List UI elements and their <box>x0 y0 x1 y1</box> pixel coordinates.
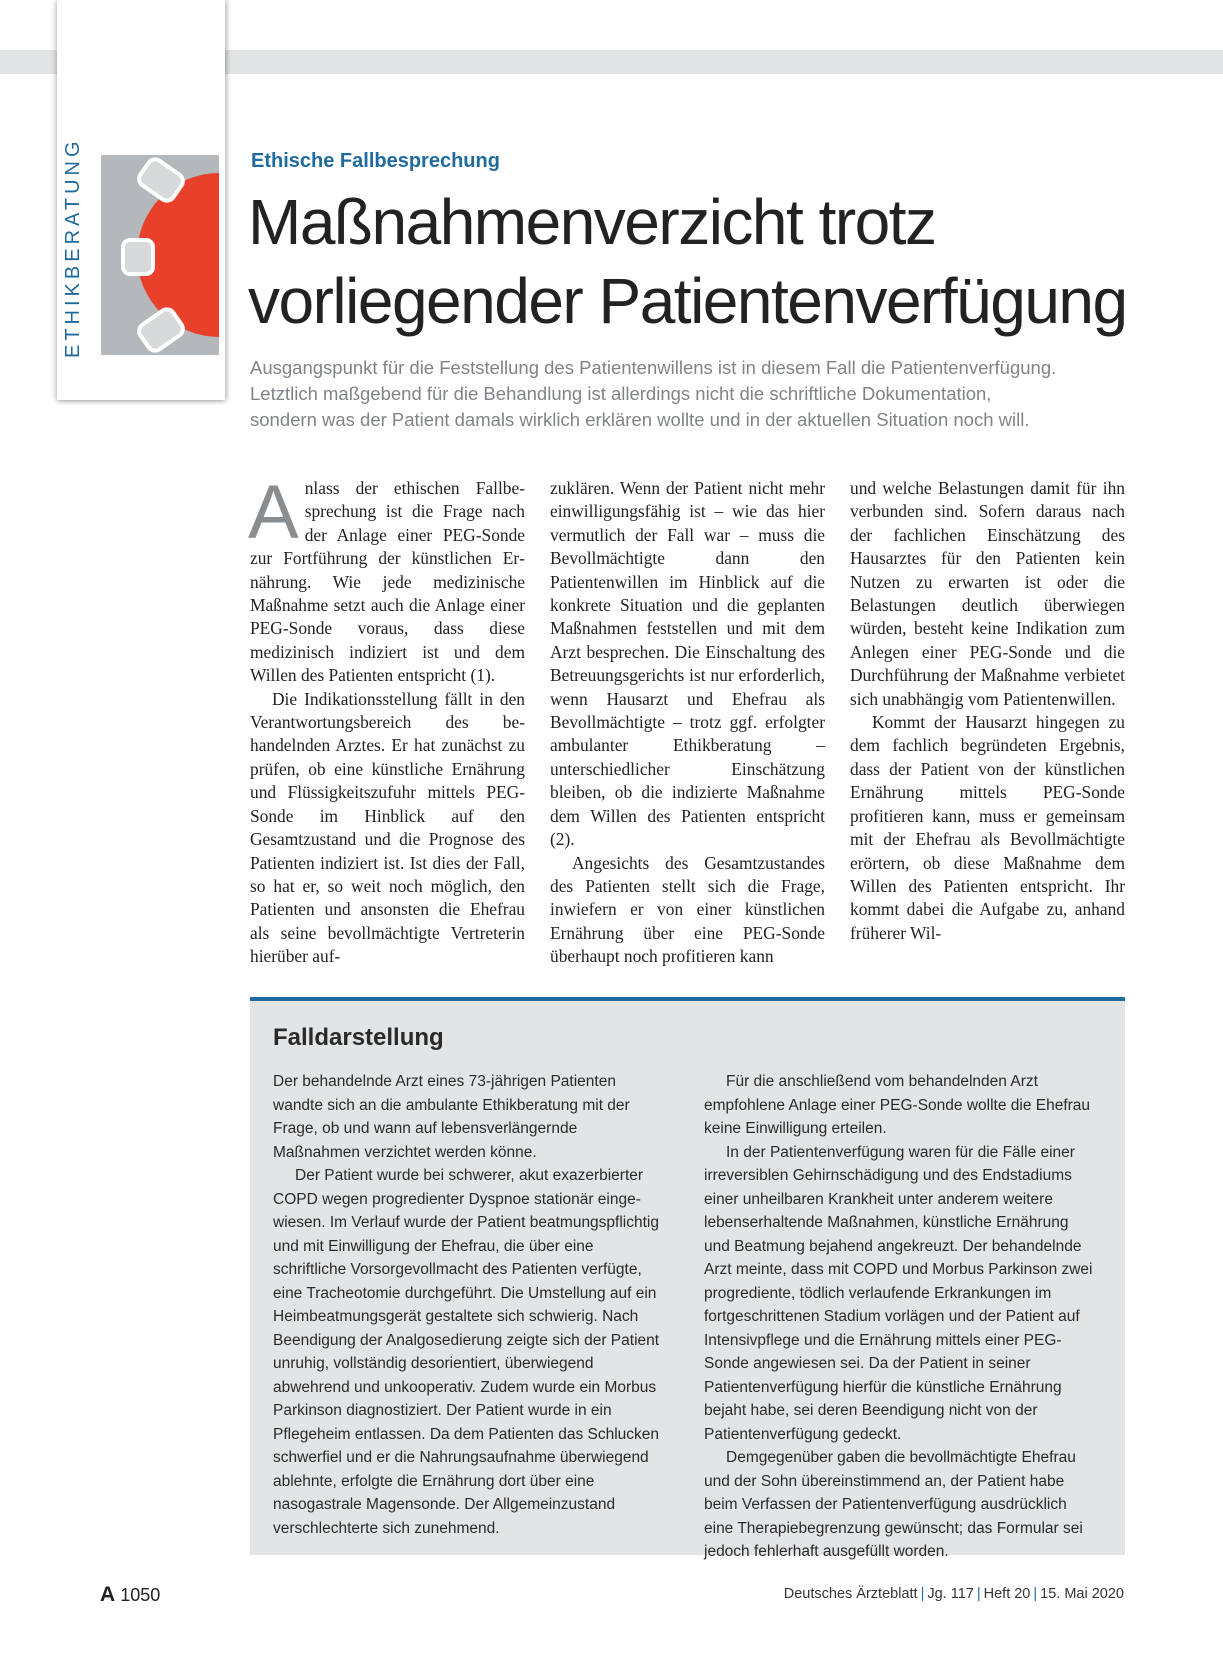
section-label: ETHIKBERATUNG <box>62 137 84 358</box>
lead-line: Letztlich maßgebend für die Behandlung ist allerdings nicht die schriftliche Dokumentation, <box>250 383 992 404</box>
article-body <box>248 470 1125 977</box>
case-paragraph: Der Patient wurde bei schwerer, akut exazerbierter COPD wegen progredienter Dyspnoe stationär eingewiesen. Im Verlauf wurde der Patient beatmungspflichtig und mit Einwilligung der Ehefrau, die über eine schriftliche Vorsorgevollmacht des Patienten verfügte, eine Tracheotomie durchgeführt. Die Umstellung auf ein Heimbeatmungsgerät gestaltete sich schwierig. Nach Beendigung der Analgosedierung zeigte sich der Patient unruhig, vollständig desorientiert, überwiegend abwehrend und unkooperativ. Zudem wurde ein Morbus Parkinson diagnostiziert. Der Patient wurde in ein Pflegeheim entlassen. Da dem Patienten das Schlucken schwerfiel und er die Nahrungsaufnahme überwiegend ablehnte, erfolgte die Ernährung dort über eine nasogastrale Magensonde. Der Allgemeinzustand verschlechterte sich zunehmend. <box>273 1167 660 1537</box>
case-text-right <box>704 1070 1096 1564</box>
body-paragraph: Angesichts des Gesamtzustandes des Patienten stellt sich die Frage, inwiefern er von einer künstlichen Ernährung über eine PEG-Sonde überhaupt noch profitieren kann <box>550 852 825 967</box>
page-number-value: 1050 <box>120 1585 161 1605</box>
case-paragraph: In der Patientenverfügung waren für die Fälle einer irreversiblen Gehirnschädigung und des Endstadiums einer unheilbaren Krankheit unter anderem weitere lebenserhaltende Maßnahmen, künstliche Ernährung und Beatmung bejahend angekreuzt. Der behandelnde Arzt meinte, dass mit COPD und Morbus Parkinson zwei progrediente, tödlich verlaufende Erkrankungen im fortgeschrittenen Stadium vorlägen und der Patient auf Intensivpflege und die Ernährung mittels einer PEG-Sonde angewiesen sei. Da der Patient in seiner Patientenverfügung hierfür die künstliche Ernährung bejaht habe, sei deren Beendigung nicht von der Patientenverfügung gedeckt. <box>704 1143 1093 1443</box>
case-paragraph: Demgegenüber gaben die bevollmächtigte Ehefrau und der Sohn übereinstimmend an, der Patient habe beim Verfassen der Patientenverfügung ausdrücklich eine Therapiebegrenzung gewünscht; das Formular sei jedoch fehlerhaft ausgefüllt worden. <box>704 1449 1083 1560</box>
body-paragraph: Die Indikationsstellung fällt in den Verantwortungsbereich des behandelnden Arztes. Er hat zunächst zu prüfen, ob eine künstliche Ernährung und Flüssigkeitszufuhr mittels PEG-Sonde im Hinblick auf den Gesamtzustand und die Prognose des Patienten indiziert ist. Ist dies der Fall, so hat er, so weit noch möglich, den Patienten und ansonsten die Ehefrau als seine bevollmächtigte Vertreterin hierüber auf- <box>250 688 525 967</box>
lead-paragraph <box>250 355 1130 433</box>
kicker: Ethische Fallbesprechung <box>251 150 500 172</box>
issue-date: 15. Mai 2020 <box>1040 1586 1124 1602</box>
journal-volume: Jg. 117 <box>927 1586 974 1602</box>
body-paragraph: Anlass der ethischen Fallbesprechung ist die Frage nach der Anlage einer PEG-Sonde zur Fortführung der künstlichen Ernährung. Wie jede medizinische Maßnahme setzt auch die Anlage einer PEG-Sonde voraus, dass diese medizinisch indiziert ist und dem Willen des Patienten entspricht (1). <box>248 470 525 686</box>
journal-issue: Heft 20 <box>983 1586 1031 1602</box>
case-paragraph: Für die anschließend vom behandelnden Arzt empfohlene Anlage einer PEG-Sonde wollte die Ehefrau keine Einwilligung erteilen. <box>704 1073 1091 1137</box>
title-line: Maßnahmenverzicht trotz <box>248 186 936 258</box>
case-paragraph: Der behandelnde Arzt eines 73-jährigen Patienten wandte sich an die ambulante Ethikberatung mit der Frage, ob und wann auf lebensverlängernde Maßnahmen verzichtet werden könne. <box>273 1073 630 1161</box>
title-line: vorliegender Patientenverfügung <box>248 265 1127 337</box>
lead-line: sondern was der Patient damals wirklich erklären wollte und in der aktuellen Situation noch will. <box>250 409 1030 430</box>
ethics-consultation-logo-icon <box>101 155 219 355</box>
lead-line: Ausgangspunkt für die Feststellung des Patientenwillens ist in diesem Fall die Patientenverfügung. <box>250 357 1057 378</box>
text-column-1 <box>248 470 525 977</box>
text-column-3 <box>850 477 1125 977</box>
journal-name: Deutsches Ärzteblatt <box>783 1586 918 1602</box>
body-paragraph: Kommt der Hausarzt hingegen zu dem fachlich begründeten Ergebnis, dass der Patient von der künstlichen Ernährung mittels PEG-Sonde profitieren kann, muss er gemeinsam mit der Ehefrau als Bevollmächtigte erörtern, ob diese Maßnahme dem Willen des Patienten entspricht. Ihr kommt dabei die Aufgabe zu, anhand früherer Wil- <box>850 712 1125 943</box>
case-box-title: Falldarstellung <box>273 1024 444 1051</box>
case-text-left <box>273 1070 665 1540</box>
article-title <box>248 183 1148 341</box>
drop-cap: A <box>248 470 299 555</box>
page-number <box>100 1583 160 1607</box>
text-column-2 <box>550 477 825 977</box>
body-paragraph: und welche Belastungen damit für ihn verbunden sind. Sofern daraus nach der fachlichen Einschätzung des Hausarztes für den Patienten kein Nutzen zu erwarten ist oder die Belastungen deutlich überwiegen würden, besteht keine Indikation zum Anlegen einer PEG-Sonde und die Durchführung der Maßnahme verbietet sich unabhängig vom Patientenwillen. <box>850 478 1125 709</box>
body-paragraph: zuklären. Wenn der Patient nicht mehr einwilligungsfähig ist – wie das hier vermutlich der Fall war – muss die Bevollmächtigte dann den Patientenwillen im Hinblick auf die konkrete Situation und die geplanten Maßnahmen feststellen und mit dem Arzt besprechen. Die Einschaltung des Betreuungsgerichts ist nur erforderlich, wenn Hausarzt und Ehefrau als Bevollmächtigte – trotz ggf. erfolgter ambulanter Ethikberatung – unterschiedlicher Einschätzung bleiben, ob die indizierte Maßnahme dem Willen des Patienten entspricht (2). <box>550 478 825 850</box>
section-letter: A <box>100 1583 116 1606</box>
footer-citation: Deutsches Ärzteblatt | Jg. 117 | Heft 20 | 15. Mai 2020 <box>783 1586 1124 1602</box>
